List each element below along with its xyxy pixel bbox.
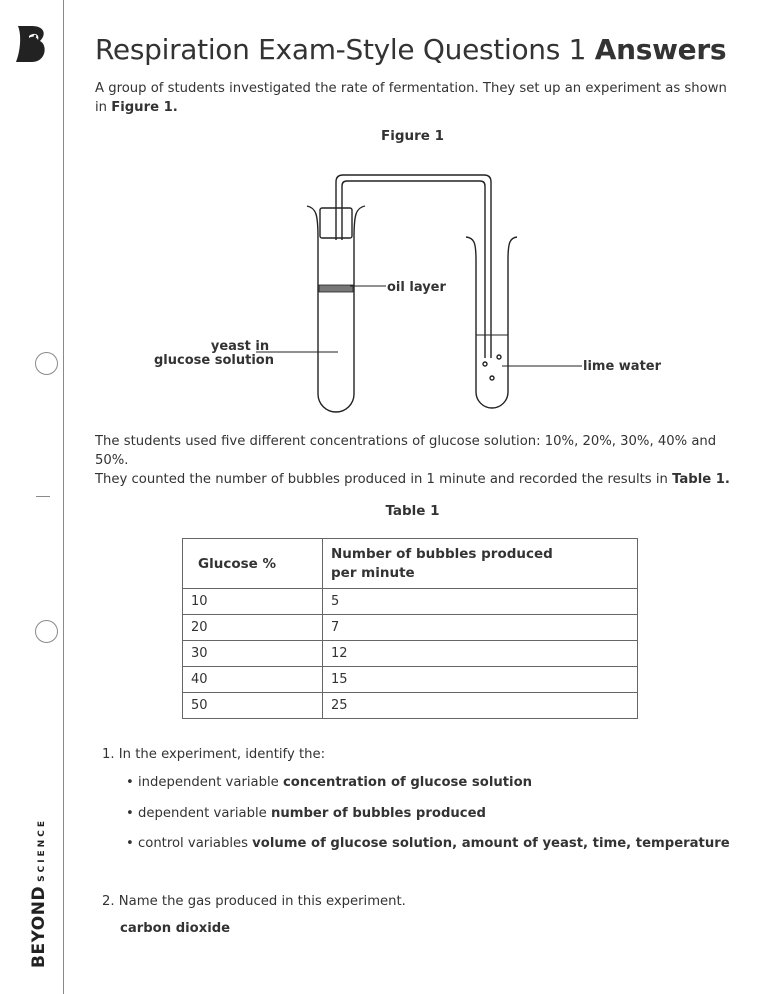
- bubble: [490, 376, 494, 380]
- label-yeast-line1: yeast in: [210, 339, 270, 354]
- label-yeast-line2: glucose solution: [154, 353, 274, 368]
- method-table-ref: Table 1.: [672, 472, 730, 487]
- method-line1: The students used five different concentrations of glucose solution: 10%, 20%, 30%, 40% and 50%.: [95, 434, 717, 468]
- question-2-number: 2.: [102, 894, 115, 909]
- delivery-tube: [336, 175, 491, 358]
- item-answer: concentration of glucose solution: [282, 775, 533, 790]
- item-answer: volume of glucose solution, amount of yeast, time, temperature: [252, 836, 730, 851]
- item-label: control variables: [138, 836, 253, 851]
- table-row: [183, 615, 638, 641]
- cell-glucose: 50: [183, 693, 323, 719]
- question-2: [102, 894, 406, 909]
- punch-hole-bottom: [35, 620, 58, 643]
- oil-layer-band: [319, 285, 353, 292]
- question-2-text: Name the gas produced in this experiment.: [118, 894, 406, 909]
- left-test-tube: [318, 238, 354, 412]
- cell-bubbles: 12: [323, 641, 638, 667]
- header-bubbles-line1: Number of bubbles produced: [331, 545, 553, 562]
- cell-glucose: 40: [183, 667, 323, 693]
- intro-figure-ref: Figure 1.: [111, 100, 178, 115]
- brand-name: BEYOND: [29, 885, 49, 968]
- item-label: independent variable: [138, 775, 283, 790]
- label-lime-water: lime water: [583, 359, 662, 374]
- cell-bubbles: 15: [323, 667, 638, 693]
- side-brand-logo: [29, 818, 49, 968]
- method-line2: They counted the number of bubbles produced in 1 minute and recorded the results in: [95, 472, 673, 487]
- method-paragraph: [95, 432, 740, 489]
- header-bubbles-line2: per minute: [331, 564, 415, 581]
- bubble: [483, 362, 487, 366]
- experiment-diagram: [150, 170, 690, 420]
- item-answer: number of bubbles produced: [270, 806, 486, 821]
- question-1: [102, 747, 325, 762]
- q1-item-independent: [126, 775, 532, 790]
- beyond-logo-icon: [14, 24, 50, 64]
- header-glucose: Glucose %: [183, 539, 323, 589]
- question-1-text: In the experiment, identify the:: [118, 747, 326, 762]
- cell-bubbles: 25: [323, 693, 638, 719]
- cell-bubbles: 7: [323, 615, 638, 641]
- punch-hole-top: [35, 352, 58, 375]
- right-test-tube: [476, 260, 508, 408]
- table-row: [183, 641, 638, 667]
- cell-glucose: 20: [183, 615, 323, 641]
- bullet-icon: •: [126, 836, 134, 851]
- figure-title: Figure 1: [380, 128, 445, 144]
- bullet-icon: •: [126, 775, 134, 790]
- question-1-number: 1.: [102, 747, 115, 762]
- cell-bubbles: 5: [323, 589, 638, 615]
- item-label: dependent variable: [138, 806, 271, 821]
- question-2-answer: carbon dioxide: [120, 921, 231, 936]
- title-emphasis: Answers: [594, 33, 727, 66]
- bubble: [497, 355, 501, 359]
- header-bubbles: [323, 539, 638, 589]
- cell-glucose: 10: [183, 589, 323, 615]
- margin-fold-mark: [36, 496, 50, 497]
- table-row: [183, 693, 638, 719]
- table-row: [183, 589, 638, 615]
- label-oil-layer: oil layer: [387, 280, 446, 295]
- q1-item-dependent: [126, 806, 486, 821]
- page-title: [95, 33, 726, 66]
- margin-line: [63, 0, 64, 994]
- intro-text: A group of students investigated the rate of fermentation. They set up an experiment as shown in: [95, 81, 727, 115]
- table-row: [183, 667, 638, 693]
- title-main: Respiration Exam-Style Questions 1: [95, 33, 587, 66]
- results-table: [182, 538, 638, 719]
- table-header-row: [183, 539, 638, 589]
- intro-paragraph: [95, 79, 740, 117]
- table-title: Table 1: [385, 503, 440, 519]
- q1-item-control: [126, 836, 730, 851]
- cell-glucose: 30: [183, 641, 323, 667]
- bullet-icon: •: [126, 806, 134, 821]
- brand-tag: SCIENCE: [37, 818, 47, 882]
